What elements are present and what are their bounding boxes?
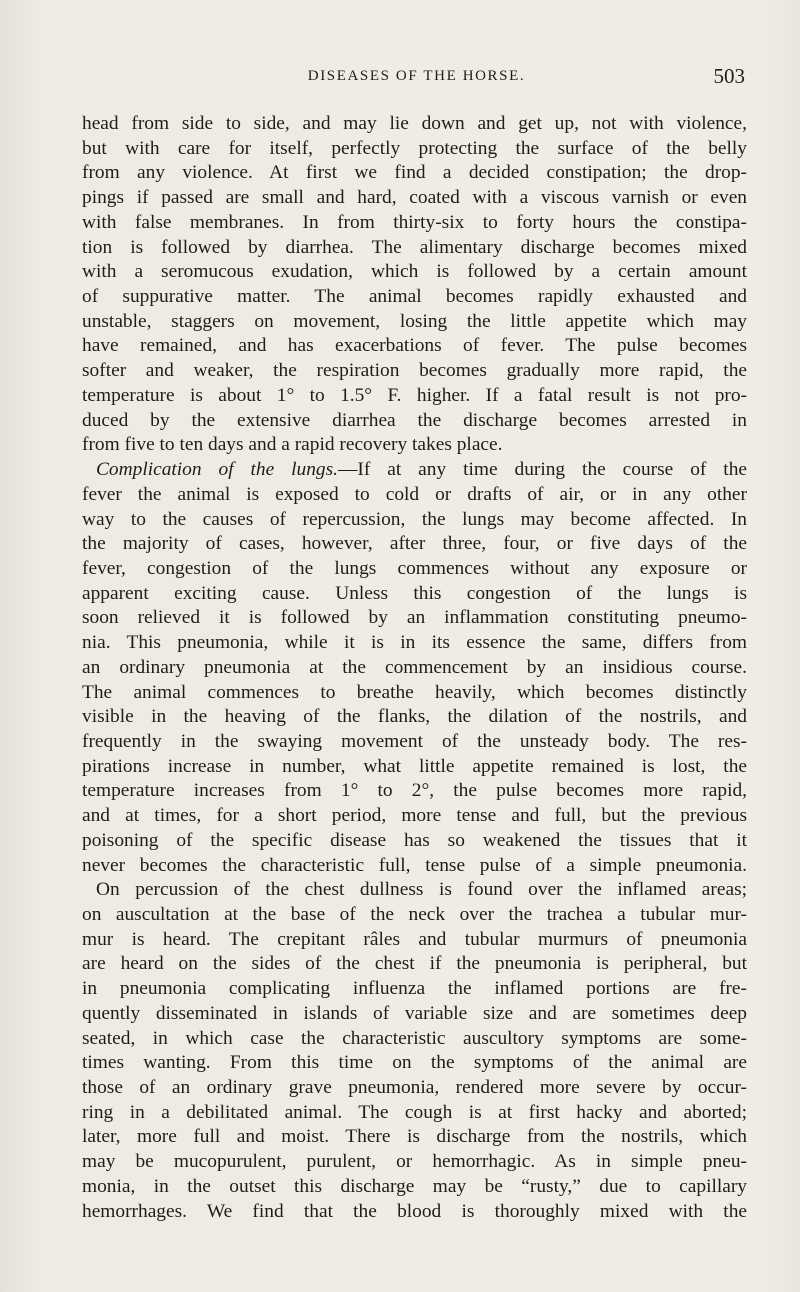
text-line: poisoning of the specific disease has so weakened the tissues that it [82,829,747,851]
section-heading: Complication of the lungs. [96,459,339,481]
text-line: tion is followed by diarrhea. The alimentary discharge becomes mixed [82,236,747,258]
text-line: the majority of cases, however, after three, four, or five days of the [82,533,747,555]
text-line: fever the animal is exposed to cold or drafts of air, or in any other [82,483,747,505]
text-line: in pneumonia complicating influenza the inflamed portions are fre- [82,978,747,1000]
text-line: pirations increase in number, what little appetite remained is lost, the [82,755,747,777]
text-line: have remained, and has exacerbations of fever. The pulse becomes [82,335,747,357]
text-line: monia, in the outset this discharge may be “rusty,” due to capillary [82,1175,747,1197]
text-line: with a seromucous exudation, which is followed by a certain amount [82,261,747,283]
text-line: soon relieved it is followed by an inflammation constituting pneumo- [82,607,747,629]
text-line: and at times, for a short period, more tense and full, but the previous [82,805,747,827]
text-line: fever, congestion of the lungs commences without any exposure or [82,557,747,579]
text-line: temperature is about 1° to 1.5° F. higher. If a fatal result is not pro- [82,384,747,406]
text-line: on auscultation at the base of the neck over the trachea a tubular mur- [82,904,747,925]
text-line: later, more full and moist. There is discharge from the nostrils, which [82,1126,747,1148]
text-line: pings if passed are small and hard, coated with a viscous varnish or even [82,187,747,209]
running-title: DISEASES OF THE HORSE. [307,68,526,84]
text-line: ring in a debilitated animal. The cough is at first hacky and aborted; [82,1101,747,1123]
page-number: 503 [713,64,745,88]
text-line: nia. This pneumonia, while it is in its essence the same, differs from [82,632,747,654]
section-heading-rest: —If at any time during the course of the [338,459,747,481]
text-line: but with care for itself, perfectly protecting the surface of the belly [82,137,747,159]
text-line: duced by the extensive diarrhea the discharge becomes arrested in [82,409,747,431]
text-line: apparent exciting cause. Unless this congestion of the lungs is [82,582,747,604]
text-line: times wanting. From this time on the symptoms of the animal are [82,1052,747,1074]
text-line: are heard on the sides of the chest if the pneumonia is peripheral, but [82,953,747,975]
section-line [82,458,747,483]
text-line: head from side to side, and may lie down and get up, not with violence, [82,113,747,134]
text-line: those of an ordinary grave pneumonia, rendered more severe by occur- [82,1077,747,1099]
text-line: never becomes the characteristic full, tense pulse of a simple pneumonia. [82,854,747,876]
text-line: On percussion of the chest dullness is found over the inflamed areas; [96,879,747,901]
text-line: frequently in the swaying movement of the unsteady body. The res- [82,730,747,752]
text-line: temperature increases from 1° to 2°, the pulse becomes more rapid, [82,780,747,802]
body-text [82,112,747,1224]
text-line: of suppurative matter. The animal becomes rapidly exhausted and [82,286,747,308]
text-line: way to the causes of repercussion, the lungs may become affected. In [82,508,747,530]
text-line: may be mucopurulent, purulent, or hemorrhagic. As in simple pneu- [82,1151,747,1173]
text-line: seated, in which case the characteristic auscultory symptoms are some- [82,1027,747,1049]
text-line: from five to ten days and a rapid recovery takes place. [82,434,503,456]
text-line: quently disseminated in islands of variable size and are sometimes deep [82,1002,747,1024]
text-line: The animal commences to breathe heavily, which becomes distinctly [82,681,747,703]
text-line: unstable, staggers on movement, losing the little appetite which may [82,310,747,332]
running-head [88,64,745,94]
text-line: an ordinary pneumonia at the commencement by an insidious course. [82,656,747,678]
text-line: mur is heard. The crepitant râles and tubular murmurs of pneumonia [82,928,747,950]
text-line: softer and weaker, the respiration becomes gradually more rapid, the [82,360,747,382]
text-line: from any violence. At first we find a decided constipation; the drop- [82,162,747,184]
text-line: visible in the heaving of the flanks, the dilation of the nostrils, and [82,706,747,728]
text-line: hemorrhages. We find that the blood is thoroughly mixed with the [82,1200,747,1222]
text-line: with false membranes. In from thirty-six to forty hours the constipa- [82,211,747,233]
